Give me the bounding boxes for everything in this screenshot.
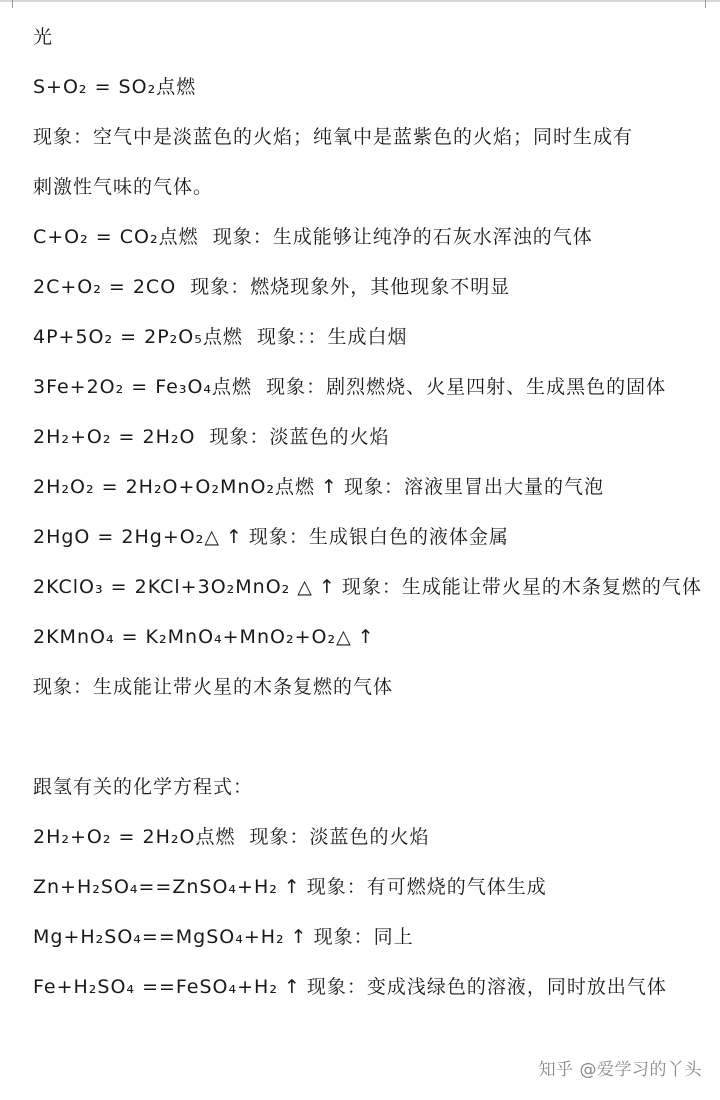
page-top-rule	[0, 0, 720, 2]
reaction-condition: 点燃	[212, 376, 253, 398]
equation: 2H₂+O₂ = 2H₂O	[33, 826, 196, 848]
equation-line	[33, 612, 703, 712]
observation: 现象：有可燃烧的气体生成	[306, 876, 547, 898]
spacer	[196, 62, 210, 112]
spacer	[176, 262, 190, 312]
equation: 2H₂O₂ = 2H₂O+O₂	[33, 476, 221, 498]
equation-line	[33, 462, 703, 512]
equation: 4P+5O₂ = 2P₂O₅	[33, 326, 203, 348]
gas-arrow: ↑	[225, 526, 243, 548]
equation: 2HgO = 2Hg+O₂	[33, 526, 205, 548]
text-line: 光	[33, 26, 54, 48]
observation: 现象：：生成白烟	[256, 326, 408, 348]
gas-arrow: ↑	[321, 476, 338, 498]
reaction-condition: 点燃	[158, 226, 199, 248]
equation: Fe+H₂SO₄ ==FeSO₄+H₂	[33, 976, 278, 998]
equation-line	[33, 912, 703, 962]
blank-gap	[33, 712, 703, 762]
equation-line	[33, 512, 703, 562]
gas-arrow: ↑	[283, 876, 301, 898]
equation-line	[33, 262, 703, 312]
spacer	[252, 362, 266, 412]
gas-arrow: ↑	[283, 976, 301, 998]
gas-arrow: ↑	[290, 926, 308, 948]
equation-line	[33, 812, 703, 862]
equation: 2H₂+O₂ = 2H₂O	[33, 426, 196, 448]
spacer	[243, 312, 257, 362]
equation-line	[33, 312, 703, 362]
observation: 现象：空气中是淡蓝色的火焰；纯氧中是蓝紫色的火焰；同时生成有	[33, 126, 634, 148]
equation-line	[33, 562, 703, 612]
reaction-condition: MnO₂ △	[235, 576, 313, 598]
equation-line	[33, 62, 703, 162]
reaction-condition: △	[204, 526, 220, 548]
spacer	[199, 212, 213, 262]
equation: 2KClO₃ = 2KCl+3O₂	[33, 576, 236, 598]
watermark: 知乎 @爱学习的丫头	[538, 1060, 702, 1080]
equation: 2KMnO₄ = K₂MnO₄+MnO₂+O₂	[33, 626, 337, 648]
observation: 现象：生成银白色的液体金属	[248, 526, 509, 548]
observation: 现象：生成能让带火星的木条复燃的气体	[33, 676, 394, 698]
observation: 现象：溶液里冒出大量的气泡	[343, 476, 604, 498]
equation: 3Fe+2O₂ = Fe₃O₄	[33, 376, 213, 398]
reaction-condition: 点燃	[156, 76, 197, 98]
spacer	[235, 812, 249, 862]
reaction-condition: 点燃	[195, 826, 236, 848]
spacer	[195, 412, 209, 462]
reaction-condition: 点燃	[202, 326, 243, 348]
gas-arrow: ↑	[357, 626, 375, 648]
equation: Mg+H₂SO₄==MgSO₄+H₂	[33, 926, 285, 948]
crop-mark-left	[12, 0, 13, 8]
gas-arrow: ↑	[318, 576, 336, 598]
equation-line	[33, 962, 703, 1012]
observation: 现象：淡蓝色的火焰	[249, 826, 430, 848]
reaction-condition: △	[336, 626, 352, 648]
observation: 现象：燃烧现象外，其他现象不明显	[190, 276, 511, 298]
observation: 现象：剧烈燃烧、火星四射、生成黑色的固体	[266, 376, 667, 398]
observation: 现象：同上	[313, 926, 414, 948]
equation: 2C+O₂ = 2CO	[33, 276, 177, 298]
observation: 现象：生成能让带火星的木条复燃的气体	[341, 576, 702, 598]
equation: C+O₂ = CO₂	[33, 226, 159, 248]
equation-line	[33, 862, 703, 912]
text-line: 跟氢有关的化学方程式：	[33, 776, 254, 798]
equation: Zn+H₂SO₄==ZnSO₄+H₂	[33, 876, 278, 898]
text-line: 刺激性气味的气体。	[33, 176, 214, 198]
observation: 现象：淡蓝色的火焰	[209, 426, 390, 448]
equation: S+O₂ = SO₂	[33, 76, 157, 98]
observation: 现象：生成能够让纯净的石灰水浑浊的气体	[212, 226, 593, 248]
observation: 现象：变成浅绿色的溶液，同时放出气体	[306, 976, 667, 998]
equation-line	[33, 212, 703, 262]
crop-mark-right	[705, 0, 706, 8]
equation-line	[33, 362, 703, 412]
reaction-condition: MnO₂点燃	[220, 476, 316, 498]
handwritten-notes	[33, 12, 703, 1012]
equation-line	[33, 412, 703, 462]
